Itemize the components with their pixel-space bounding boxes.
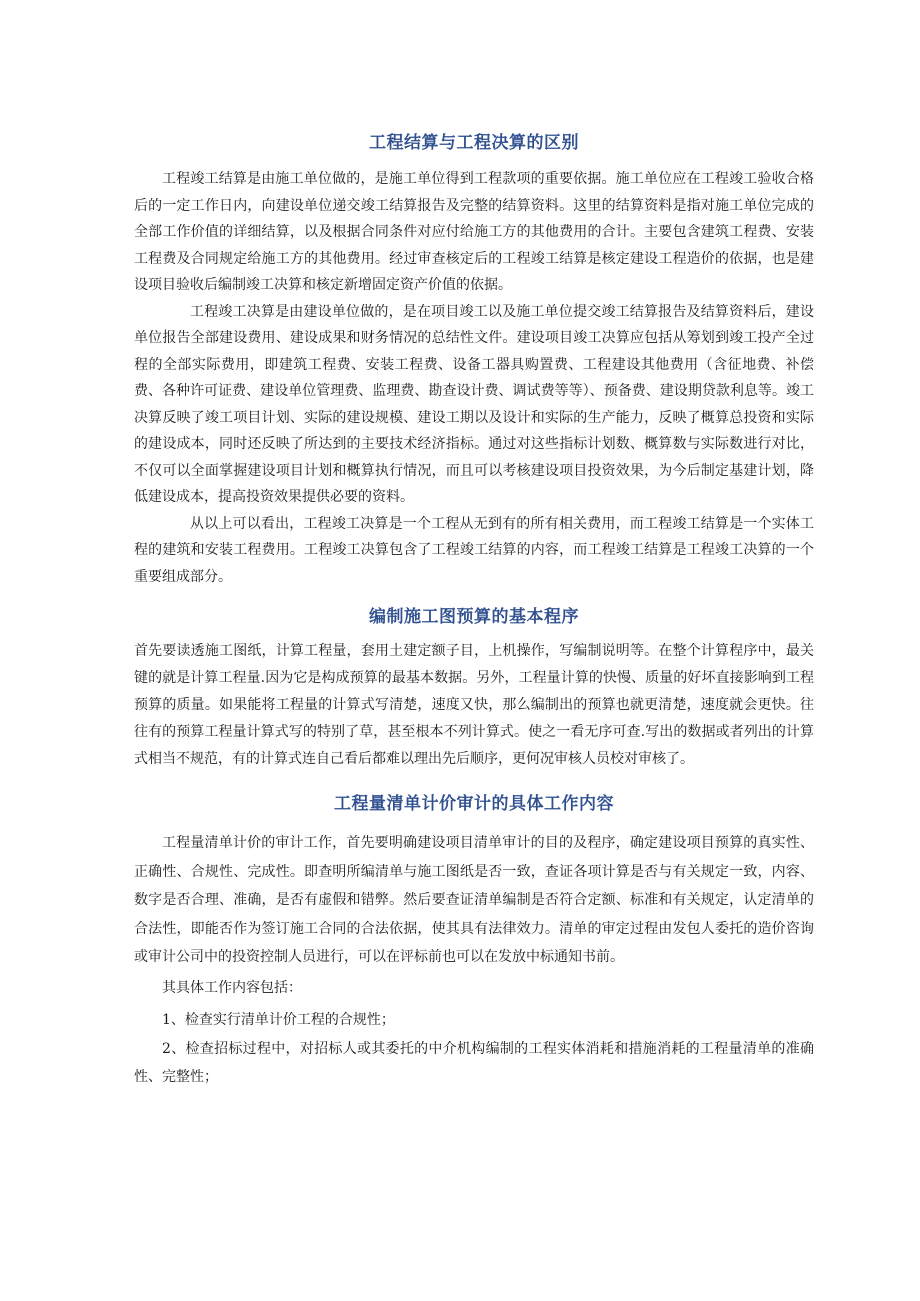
paragraph: 工程竣工结算是由施工单位做的，是施工单位得到工程款项的重要依据。施工单位应在工程竣工验收合格后的一定工作日内，向建设单位递交竣工结算报告及完整的结算资料。这里的结算资料是指对施工单位完成的全部工作价值的详细结算，以及根据合同条件对应付给施工方的其他费用的合计。主要包含建筑工程费、安装工程费及合同规定给施工方的其他费用。经过审查核定后的工程竣工结算是核定建设工程造价的依据，也是建设项目验收后编制竣工决算和核定新增固定资产价值的依据。 (134, 171, 814, 293)
paragraph: 其具体工作内容包括： (162, 979, 302, 996)
paragraph: 首先要读透施工图纸，计算工程量，套用土建定额子目，上机操作，写编制说明等。在整个计算程序中，最关键的就是计算工程量.因为它是构成预算的最基本数据。另外，工程量计算的快慢、质量的好坏直接影响到工程预算的质量。如果能将工程量的计算式写清楚，速度又快，那么编制出的预算也就更清楚，速度就会更快。往往有的预算工程量计算式写的特别了草，甚至根本不列计算式。使之一看无序可查.写出的数据或者列出的计算式相当不规范，有的计算式连自己看后都难以理出先后顺序，更何况审核人员校对审核了。 (134, 643, 814, 767)
section-title-budget-procedure: 编制施工图预算的基本程序 (369, 607, 579, 627)
document-page (134, 128, 814, 1092)
paragraph: 从以上可以看出，工程竣工决算是一个工程从无到有的所有相关费用，而工程竣工结算是一个实体工程的建筑和安装工程费用。工程竣工决算包含了工程竣工结算的内容，而工程竣工结算是工程竣工决算的一个重要组成部分。 (134, 515, 814, 585)
list-item: 2、检查招标过程中，对招标人或其委托的中介机构编制的工程实体消耗和措施消耗的工程量清单的准确性、完整性； (134, 1040, 814, 1085)
section-bill-audit-content (134, 829, 814, 1092)
section-budget-procedure (134, 638, 814, 773)
list-item: 1、检查实行清单计价工程的合规性； (162, 1012, 395, 1028)
paragraph: 工程量清单计价的审计工作，首先要明确建设项目清单审计的目的及程序，确定建设项目预算的真实性、正确性、合规性、完成性。即查明所编清单与施工图纸是否一致，查证各项计算是否与有关规定一致，内容、数字是否合理、准确，是否有虚假和错弊。然后要查证清单编制是否符合定额、标准和有关规定，认定清单的合法性，即能否作为签订施工合同的合法依据，使其具有法律效力。清单的审定过程由发包人委托的造价咨询或审计公司中的投资控制人员进行，可以在评标前也可以在发放中标通知书前。 (134, 835, 814, 965)
paragraph: 工程竣工决算是由建设单位做的，是在项目竣工以及施工单位提交竣工结算报告及结算资料后，建设单位报告全部建设费用、建设成果和财务情况的总结性文件。建设项目竣工决算应包括从筹划到竣工投产全过程的全部实际费用，即建筑工程费、安装工程费、设备工器具购置费、工程建设其他费用（含征地费、补偿费、各种许可证费、建设单位管理费、监理费、勘查设计费、调试费等等）、预备费、建设期贷款利息等。竣工决算反映了竣工项目计划、实际的建设规模、建设工期以及设计和实际的生产能力，反映了概算总投资和实际的建设成本，同时还反映了所达到的主要技术经济指标。通过对这些指标计划数、概算数与实际数进行对比，不仅可以全面掌握建设项目计划和概算执行情况，而且可以考核建设项目投资效果，为今后制定基建计划，降低建设成本，提高投资效果提供必要的资料。 (134, 303, 814, 505)
section-settlement-vs-final-accounts (134, 166, 814, 590)
section-title-settlement-vs-final-accounts: 工程结算与工程决算的区别 (369, 133, 579, 153)
section-title-bill-audit-content: 工程量清单计价审计的具体工作内容 (334, 794, 614, 814)
